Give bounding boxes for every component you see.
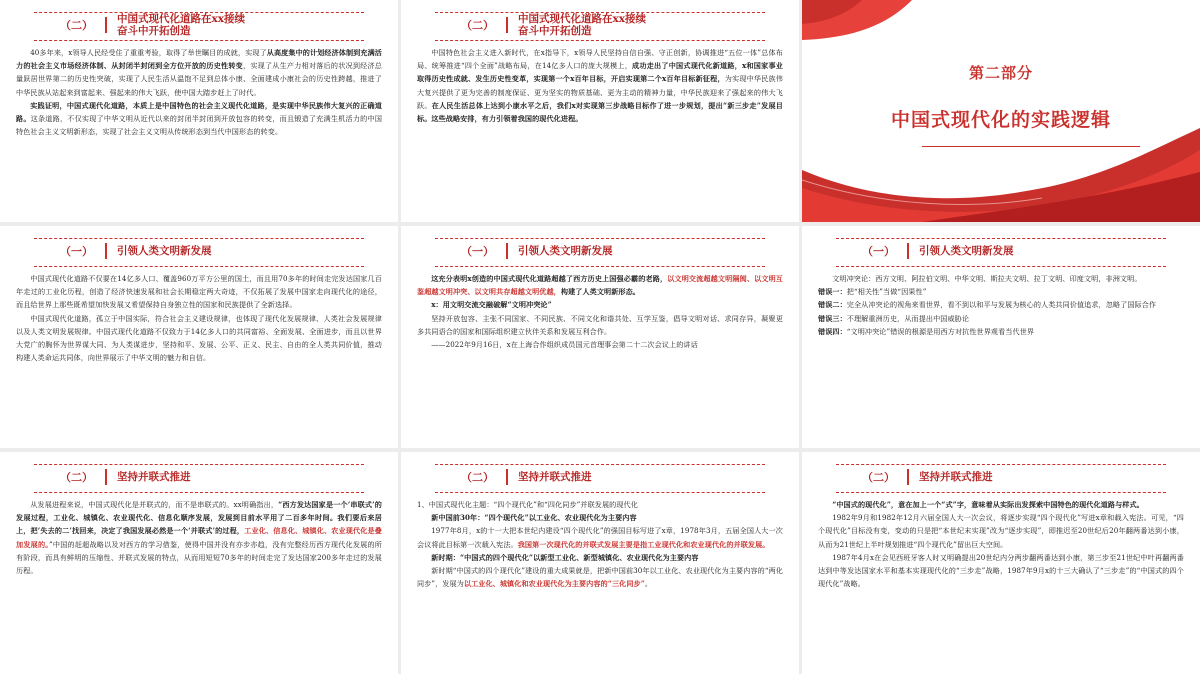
slide-1[interactable] [0,0,398,222]
bold-text: 在人民生活总体上达到小康水平之后，我们x对实现第三步战略目标作了进一步规划，提出“新三步走”发展目标。这些战略安排，有力引领着我国的现代化进程。 [417,100,783,124]
paragraph: 中国式现代化道路，孤立于中国实际，符合社会主义建设规律，也体现了现代化发展规律、人类社会发展规律以及人类文明发展规律。中国式现代化道路不仅致力于14亿多人口的共同富裕、全面发展、全面进步，而且以世界大党广的胸怀为世界谋大同、为人类谋进步，坚持和平、发展、公平、正义、民主、自由的全人类共同价值，推动构建人类命运共同体，向世界展示了中华文明的魅力和自信。 [16,313,382,363]
section-number: （二） [862,471,895,484]
paragraph [818,285,1184,298]
dashed-divider [34,40,364,41]
section-title: 引领人类文明新发展 [117,245,212,257]
title-block [802,62,1200,132]
text-run: “文明冲突论”错误的根源是用西方对抗性世界观看当代世界 [846,326,1035,336]
bold-text: 新中国前30年： [431,513,485,523]
paragraph: 中国式现代化道路不仅要在14亿多人口、覆盖960万平方公里的国土，而且用70多年的时间走完发达国家几百年走过的工业化历程，创造了经济快速发展和社会长期稳定两大奇迹，不仅拓展了发展中国家走向现代化的途径，而且给世界上那些既希望加快发展又希望保持自身独立性的国家和民族提供了全新选择。 [16,274,382,310]
paragraph [417,511,783,524]
paragraph: 1987年4月x在会见西班牙客人时又明确提出20世纪内分两步翻两番达到小康，第三步至21世纪中叶再翻两番达到中等发达国家水平和基本实现现代化的“三步走”战略，1987年9月x的十三大确认了“三步走”的“中国式的四个现代化”战略。 [818,552,1184,589]
bold-text: 错误三： [818,313,847,323]
slide-body [417,46,783,125]
slide-8[interactable] [401,452,799,674]
text-run: 40多年来，x领导人民经受住了重重考验，取得了举世瞩目的成就，实现了 [30,48,267,57]
section-title: 引领人类文明新发展 [518,245,613,257]
slide-7[interactable] [0,452,398,674]
section-number: （一） [862,245,895,258]
header-divider [506,469,508,485]
slide-9[interactable] [802,452,1200,674]
section-title [518,13,646,37]
slide-body [818,498,1184,590]
text-run: 不理解重洲历史，从而提出中国威胁论 [846,313,970,323]
header-divider [506,17,508,33]
paragraph [818,325,1184,338]
dashed-divider [34,464,364,465]
section-header [16,10,382,40]
dashed-divider [836,492,1166,493]
text-run: 中国特色社会主义进入新时代，在x指导下，x领导人民坚持自信自强、守正创新，协调推进“五位一体”总体布局、统筹推进“四个全面”战略布局，在14亿多人口的庞大规模上， [417,48,783,71]
paragraph [16,46,382,99]
dashed-divider [836,266,1166,267]
bold-text: 构建了人类文明新形态。 [560,287,641,297]
header-divider [907,243,909,259]
paragraph: 坚持开放包容、主张不同国家、不同民族、不同文化和谐共处、互学互鉴，倡导文明对话、求同存异，凝聚更多共同语合的国家和国际组织建立伙伴关系和发展互利合作。 [417,313,783,336]
dashed-divider [435,266,765,267]
paragraph: 文明冲突论：西方文明、阿拉伯文明、中华文明、斯拉夫文明、拉丁文明、印度文明，非洲文明。 [832,274,1142,283]
dashed-divider [34,266,364,267]
slide-6[interactable] [802,226,1200,448]
section-header [417,462,783,492]
text-run: 这条道路，不仅实现了中华文明从近代以来的封闭半封闭到开放包容的转变，而且锻造了充满生机活力的中国特色社会主义文明新形态，实现了社会主义文明从传统形态到当代中国形态的转变。 [16,114,383,137]
text-run: 。 [644,579,653,589]
section-title: 坚持并联式推进 [117,471,191,483]
section-title: 坚持并联式推进 [919,471,993,483]
slide-body [417,498,783,590]
paragraph [16,99,382,139]
bold-text: 实践证明，中国式现代化道路，本质上是中国特色的社会主义现代化道路，是实现中华民族伟大复兴的正确道路。 [16,100,382,124]
section-number: （一） [60,245,93,258]
title-underline [922,146,1140,147]
header-divider [105,243,107,259]
paragraph: ——2022年9月16日，x在上海合作组织成员国元首理事会第二十二次会议上的讲话 [431,340,698,350]
section-number: （二） [461,19,494,32]
highlight-text: 我国第一次现代化的并联式发展主要是指工业现代化和农业现代化的并联发展。 [517,539,770,549]
section-title-line-1: 中国式现代化道路在xx接续 [117,13,246,25]
bold-text: “西方发达国家是一个‘串联式’的发展过程，工业化、城镇化、农业现代化、信息化顺序发展，发展到目前水平用了二百多年时间。我们要后来居上，把‘失去的二’找回来，决定了我国发展必然是一个‘并联式’的过程， [16,500,382,536]
text-run: 1977年8月，x的十一大把本世纪内建设“四个现代化”的强国目标写进了x章，1978年3月，五届全国人大一次会议将此目标第一次载入宪法。 [417,526,783,549]
section-header [818,236,1184,266]
paragraph [818,312,1184,325]
slide-3-title[interactable] [802,0,1200,222]
header-divider [907,469,909,485]
paragraph [16,498,382,577]
text-run: ，实现了从生产力相对落后的状况到经济总量跃居世界第二的历史性突破，实现了人民生活从温饱不足到总体小康、全面建成小康社会的历史性跨越，推进了中华民族从站起来到富起来、强起来的伟大飞跃，使中国大踏步赶上了时代。 [16,61,382,97]
bold-text: 从高度集中的计划经济体制到充满活力的社会主义市场经济体制、从封闭半封闭到全方位开放的历史性转变 [16,48,382,71]
text-run: 完全从冲突论的视角来看世界，看不到以和平与发展为核心的人类共同价值追求，忽略了国际合作 [846,300,1157,310]
text-run: 从发展进程来说，中国式现代化是并联式的，而不是串联式的。xx明确指出， [30,500,279,509]
dashed-divider [34,492,364,493]
section-header [417,236,783,266]
header-divider [506,243,508,259]
section-title-line-2: 奋斗中开拓创造 [518,25,592,37]
paragraph: 1、中国式现代化主题：“四个现代化”和“四化同步”并联发展的现代化 [417,500,638,509]
section-header [417,10,783,40]
section-header [16,236,382,266]
paragraph [417,524,783,550]
bold-text: 成功走出了中国式现代化新道路，x和国家事业取得历史性成就、发生历史性变革，实现第一个x百年目标，开启实现第二个x百年目标新征程， [417,61,783,84]
slide-5[interactable] [401,226,799,448]
paragraph: x：用文明交流交融破解“文明冲突论” [431,300,552,310]
dashed-divider [435,12,765,13]
section-header [818,462,1184,492]
paragraph [417,46,783,125]
header-divider [105,17,107,33]
slide-body [818,272,1184,338]
section-number: （二） [461,471,494,484]
highlight-text: 工业化、信息化、城镇化、农业现代化是叠加发展的。 [16,526,382,549]
paragraph: “中国式的现代化”，意在加上一个“式”字，意味着从实际出发探索中国特色的现代化道路与样式。 [832,500,1144,509]
bold-text: 错误二： [818,300,847,310]
section-title-line-1: 中国式现代化道路在xx接续 [518,13,647,25]
slide-4[interactable] [0,226,398,448]
slide-body [417,272,783,351]
dashed-divider [34,238,364,239]
section-number: （一） [461,245,494,258]
dashed-divider [836,464,1166,465]
bold-text: 新时期： [431,552,460,562]
section-header [16,462,382,492]
dashed-divider [435,464,765,465]
dashed-divider [435,40,765,41]
highlight-text: 以工业化、城镇化和农业现代化为主要内容的“三化同步” [463,579,645,589]
dashed-divider [435,238,765,239]
slide-body [16,498,382,577]
bold-text: 错误四： [818,326,847,336]
text-run: 为实现中华民族伟大复兴提供了更为完善的制度保证、更为坚实的物质基础、更为主动的精神力量，中华民族迎来了强起来的伟大飞跃。 [417,74,783,110]
paragraph [818,298,1184,311]
bold-text: “中国式的四个现代化”以新型工业化、新型城镇化、农业现代化为主要内容 [459,552,699,562]
section-title-line-2: 奋斗中开拓创造 [117,25,191,37]
text-run: ”中国的赶超战略以及对西方的学习借鉴，使得中国并没有亦步亦趋，没有完整经历西方现代化发展的所有阶段，而具有鲜明的压缩性、并联式发展的特点，从而用短短70多年的时间走完了发达国家200多年走过的发展历程。 [16,539,382,576]
section-number: （二） [60,471,93,484]
bold-text: 这充分表明x创造的中国式现代化道路超越了西方历史上国强必霸的老路， [431,274,668,283]
section-number: （二） [60,19,93,32]
header-divider [105,469,107,485]
paragraph [417,272,783,298]
slide-2[interactable] [401,0,799,222]
text-run: 把“相关性”当做“因果性” [846,287,927,297]
dashed-divider [435,492,765,493]
paragraph [417,551,783,564]
bold-text: “四个现代化”以工业化、农业现代化为主要内容 [484,513,637,523]
section-title: 引领人类文明新发展 [919,245,1014,257]
slide-body [16,46,382,138]
part-label: 第二部分 [968,64,1033,82]
section-title [117,13,245,37]
text-run: 新时期“中国式的四个现代化”建设的重大成果就是，把新中国前30年以工业化、农业现代化为主要内容的“两化同步”，发展为 [417,566,783,589]
highlight-text: 以文明交流超越文明隔阂、以文明互鉴超越文明冲突、以文明共存超越文明优越， [417,274,783,297]
dashed-divider [836,238,1166,239]
paragraph: 1982年9月和1982年12月六届全国人大一次会议，将逐步实现“四个现代化”写进x章和载入宪法。可见，“四个现代化”目标没有变，变动的只是把“本世纪末实现”改为“逐步实现”，即推迟至20世纪后20年翻两番达到小康，从而为21世纪上半叶规划推进“四个现代化”留出巨大空间。 [818,513,1184,549]
paragraph [417,564,783,590]
dashed-divider [34,12,364,13]
bold-text: 错误一： [818,287,847,297]
part-title: 中国式现代化的实践逻辑 [890,109,1111,131]
section-title: 坚持并联式推进 [518,471,592,483]
slide-body [16,272,382,364]
